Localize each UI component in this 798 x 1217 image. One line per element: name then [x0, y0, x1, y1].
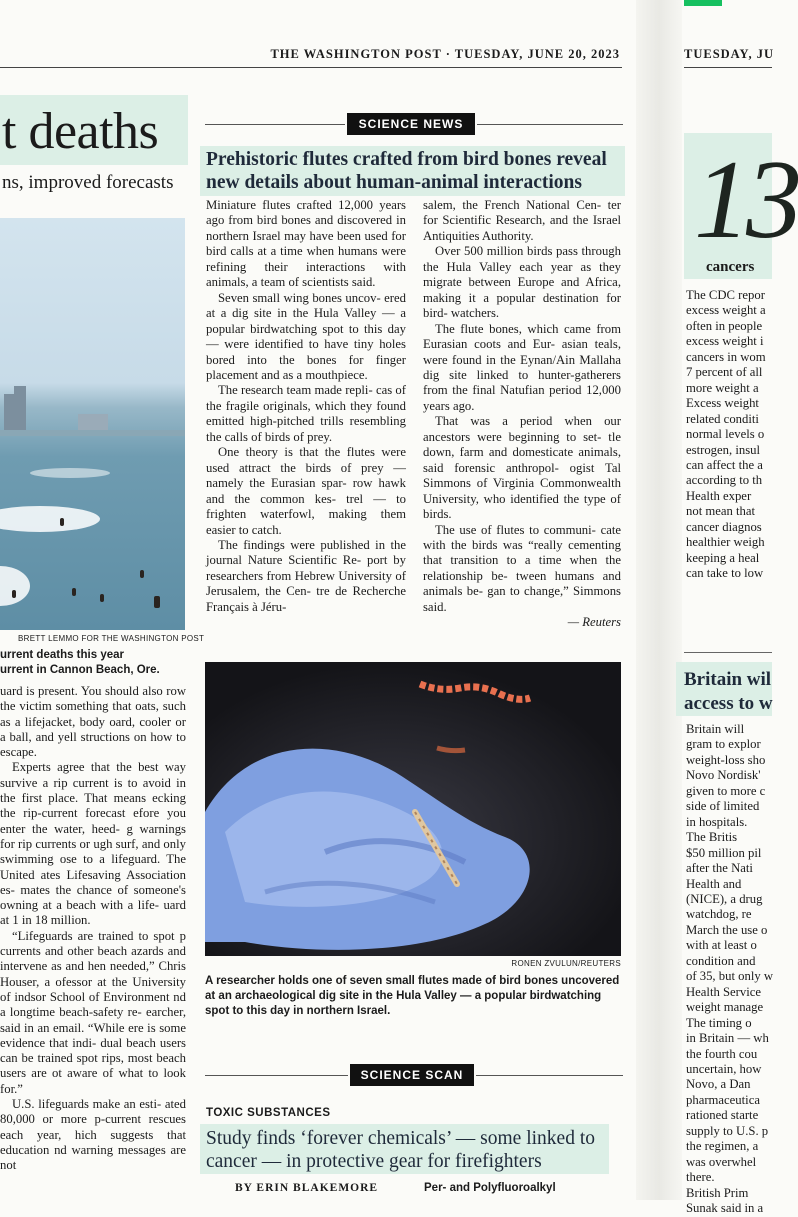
flute-photo [205, 662, 621, 956]
text-line: in hospitals. [686, 814, 748, 829]
paragraph: Over 500 million birds pass through the Hula Valley each year as they migrate between Europe and Africa, making it a popular destination for bird- watchers. [423, 244, 621, 321]
text-line: weight manage [686, 1000, 764, 1015]
masthead-dateline-next-page: TUESDAY, JU [684, 47, 774, 61]
kicker-rule [205, 1075, 348, 1076]
article-headline-2[interactable]: Study finds ‘forever chemicals’ — some linked to cancer — in protective gear for firefighters [206, 1128, 596, 1172]
text-line: the regimen, a [686, 1139, 759, 1154]
text-line: The timing o [686, 1015, 752, 1030]
swimmer [12, 590, 16, 598]
swimmer [60, 518, 64, 526]
big-number: 13 [694, 138, 798, 262]
text-line: cancers in wom [686, 349, 766, 364]
text-line: the fourth cou [686, 1046, 758, 1061]
paragraph: One theory is that the flutes were used attract the birds of prey — namely the Eurasian spar- row hawk and the common kes- trel — to frighten waterfowl, making them easier to catch. [206, 445, 406, 537]
paragraph: “Lifeguards are trained to spot p currents and other beach azards and intervene as and hen needed,” Chris Houser, a ofessor at the University of indsor School of Environment nd a longtime beach-safety re- earcher, said in an email. “While ere is some evidence that indi- dual beach users can be trained spot rips, most beach users are ot aware of what to look for.” [0, 928, 186, 1096]
paragraph: Miniature flutes crafted 12,000 years ago from bird bones and discovered in northern Israel may have been used for bird calls at a time when humans were refining their interactions with animals, a team of scientists said. [206, 198, 406, 290]
text-line: Excess weight [686, 396, 759, 411]
section-label: TOXIC SUBSTANCES [206, 1107, 331, 1119]
text-line: pharmaceutica [686, 1092, 760, 1107]
center-photo-credit: RONEN ZVULUN/REUTERS [511, 959, 621, 968]
text-line: March the use o [686, 922, 768, 937]
text-line: cancer diagnos [686, 519, 762, 534]
page-gutter [636, 0, 682, 1200]
masthead-dateline: THE WASHINGTON POST · TUESDAY, JUNE 20, 2023 [270, 47, 620, 61]
text-line: Novo Nordisk' [686, 768, 761, 783]
text-line: given to more c [686, 783, 766, 798]
paragraph: The research team made repli- cas of the fragile originals, which they found emitted high-pitched trills resembling the calls of birds of prey. [206, 383, 406, 444]
text-line: can affect the a [686, 457, 763, 472]
science-scan-kicker: SCIENCE SCAN [350, 1064, 474, 1086]
text-line: gram to explor [686, 737, 761, 752]
text-line: with at least o [686, 938, 757, 953]
text-line: of 35, but only w [686, 969, 774, 984]
swimmer [72, 588, 76, 596]
paragraph: Seven small wing bones uncov- ered at a dig site in the Hula Valley — a popular birdwatching spot to this day — were identified to have tiny holes bored into the bones for finger placement and as a mouthpiece. [206, 290, 406, 382]
text-line: British Prim [686, 1185, 749, 1200]
article-column-1 [206, 198, 406, 615]
text-line: keeping a heal [686, 550, 760, 565]
left-deck: ns, improved forecasts [2, 172, 174, 193]
text-line: there. [686, 1170, 715, 1185]
text-line: rationed starte [686, 1108, 759, 1123]
text-line: condition and [686, 953, 756, 968]
text-line: Health Service [686, 984, 762, 999]
building [14, 386, 26, 434]
flute-photo-art [205, 662, 621, 956]
masthead-rule [0, 67, 622, 68]
page-tab-marker [684, 0, 722, 6]
paragraph: uard is present. You should also row the victim something that oats, such as a lifejacket, body oard, cooler or a ball, and yell structions on how to escape. [0, 684, 186, 760]
article-signature: — Reuters [567, 615, 621, 630]
paragraph: That was a period when our ancestors were beginning to set- tle down, farm and domesticate animals, said forensic anthropol- ogist Tal Simmons of Virginia Commonwealth University, who identified the type of birds. [423, 414, 621, 522]
science-news-kicker: SCIENCE NEWS [347, 113, 475, 135]
kicker-rule [476, 1075, 623, 1076]
text-line: Britain will [686, 722, 745, 736]
right-headline[interactable]: Britain wil access to w [684, 669, 773, 714]
text-line: excess weight a [686, 303, 766, 318]
building [4, 394, 14, 434]
text-line: (NICE), a drug [686, 891, 763, 906]
text-line: side of limited [686, 799, 760, 814]
kicker-rule [477, 124, 623, 125]
paragraph: U.S. lifeguards make an esti- ated 80,000 or more p-current rescues each year, hich suggests that education nd warning messages are not [0, 1097, 186, 1173]
paragraph: The flute bones, which came from Eurasian coots and Eur- asian teals, were found in the Eynan/Ain Mallaha dig site linked to hunter-gatherers from the final Natufian period 12,000 years ago. [423, 321, 621, 413]
center-photo-caption: A researcher holds one of seven small flutes made of bird bones uncovered at an archaeological dig site in the Hula Valley — a popular birdwatching spot to this day in northern Israel. [205, 975, 620, 1017]
text-line: Health exper [686, 488, 752, 503]
text-line: more weight a [686, 380, 759, 395]
left-photo-credit: BRETT LEMMO FOR THE WASHINGTON POST [18, 634, 205, 643]
text-line: $50 million pil [686, 845, 762, 860]
byline: BY ERIN BLAKEMORE [235, 1182, 379, 1194]
left-article-body [0, 684, 186, 1174]
swimmer [154, 596, 160, 608]
article-column-2 [423, 198, 621, 631]
swimmer [140, 570, 144, 578]
wave [30, 468, 110, 478]
text-line: watchdog, re [686, 907, 752, 922]
text-line: 7 percent of all [686, 365, 763, 380]
text-line: supply to U.S. p [686, 1123, 769, 1138]
swimmer [100, 594, 104, 602]
text-line: according to th [686, 473, 763, 488]
right-section-rule [684, 652, 772, 653]
text-line: in Britain — wh [686, 1031, 769, 1046]
article-2-lead-text: Per- and Polyfluoroalkyl [424, 1182, 556, 1194]
paragraph: The findings were published in the journal Nature Scientific Re- port by researchers from Hebrew University of Jerusalem, the Cen- tre de Recherche Français à Jéru- [206, 537, 406, 614]
text-line: excess weight i [686, 334, 764, 349]
wave [0, 566, 30, 606]
text-line: after the Nati [686, 861, 753, 876]
text-line: not mean that [686, 504, 756, 519]
text-line: was overwhel [686, 1154, 757, 1169]
text-line: Sunak said in a [686, 1201, 764, 1216]
text-line: The CDC repor [686, 288, 765, 302]
paragraph: salem, the French National Cen- ter for Scientific Research, and the Israel Antiquities Authority. [423, 198, 621, 243]
text-line: The Britis [686, 830, 738, 845]
left-headline: t deaths [2, 103, 159, 160]
paragraph: The use of flutes to communi- cate with the birds was “really cementing that transition to a time when the relationship be- tween humans and animals be- gan to change,” Simmons said. [423, 522, 621, 614]
right-article-body-2 [686, 722, 772, 1217]
kicker-rule [205, 124, 345, 125]
text-line: often in people [686, 318, 763, 333]
text-line: Novo, a Dan [686, 1077, 751, 1092]
text-line: healthier weigh [686, 535, 765, 550]
left-photo-caption: urrent deaths this year urrent in Cannon Beach, Ore. [0, 649, 160, 676]
text-line: uncertain, how [686, 1061, 762, 1076]
right-article-body-1 [686, 288, 772, 582]
text-line: normal levels o [686, 427, 765, 442]
paragraph: Experts agree that the best way survive a rip current is to avoid in the first place. That means ecking the rip-current forecast efore you enter the water, heed- g warnings for rip currents or ugh surf, and only swimming ose to a lifeguard. The United ates Lifesaving Association es- mates the chance of someone's owning at a beach with a life- uard at 1 in 18 million. [0, 760, 186, 928]
text-line: estrogen, insul [686, 442, 761, 457]
text-line: can take to low [686, 566, 764, 581]
text-line: related conditi [686, 411, 759, 426]
article-headline[interactable]: Prehistoric flutes crafted from bird bones reveal new details about human-animal interactions [206, 149, 607, 193]
text-line: Health and [686, 876, 742, 891]
wave [0, 506, 100, 532]
shoreline [0, 430, 185, 436]
masthead-rule-next-page [684, 67, 772, 68]
text-line: weight-loss sho [686, 752, 766, 767]
right-subhead: cancers [706, 259, 755, 275]
beach-photo [0, 218, 185, 630]
